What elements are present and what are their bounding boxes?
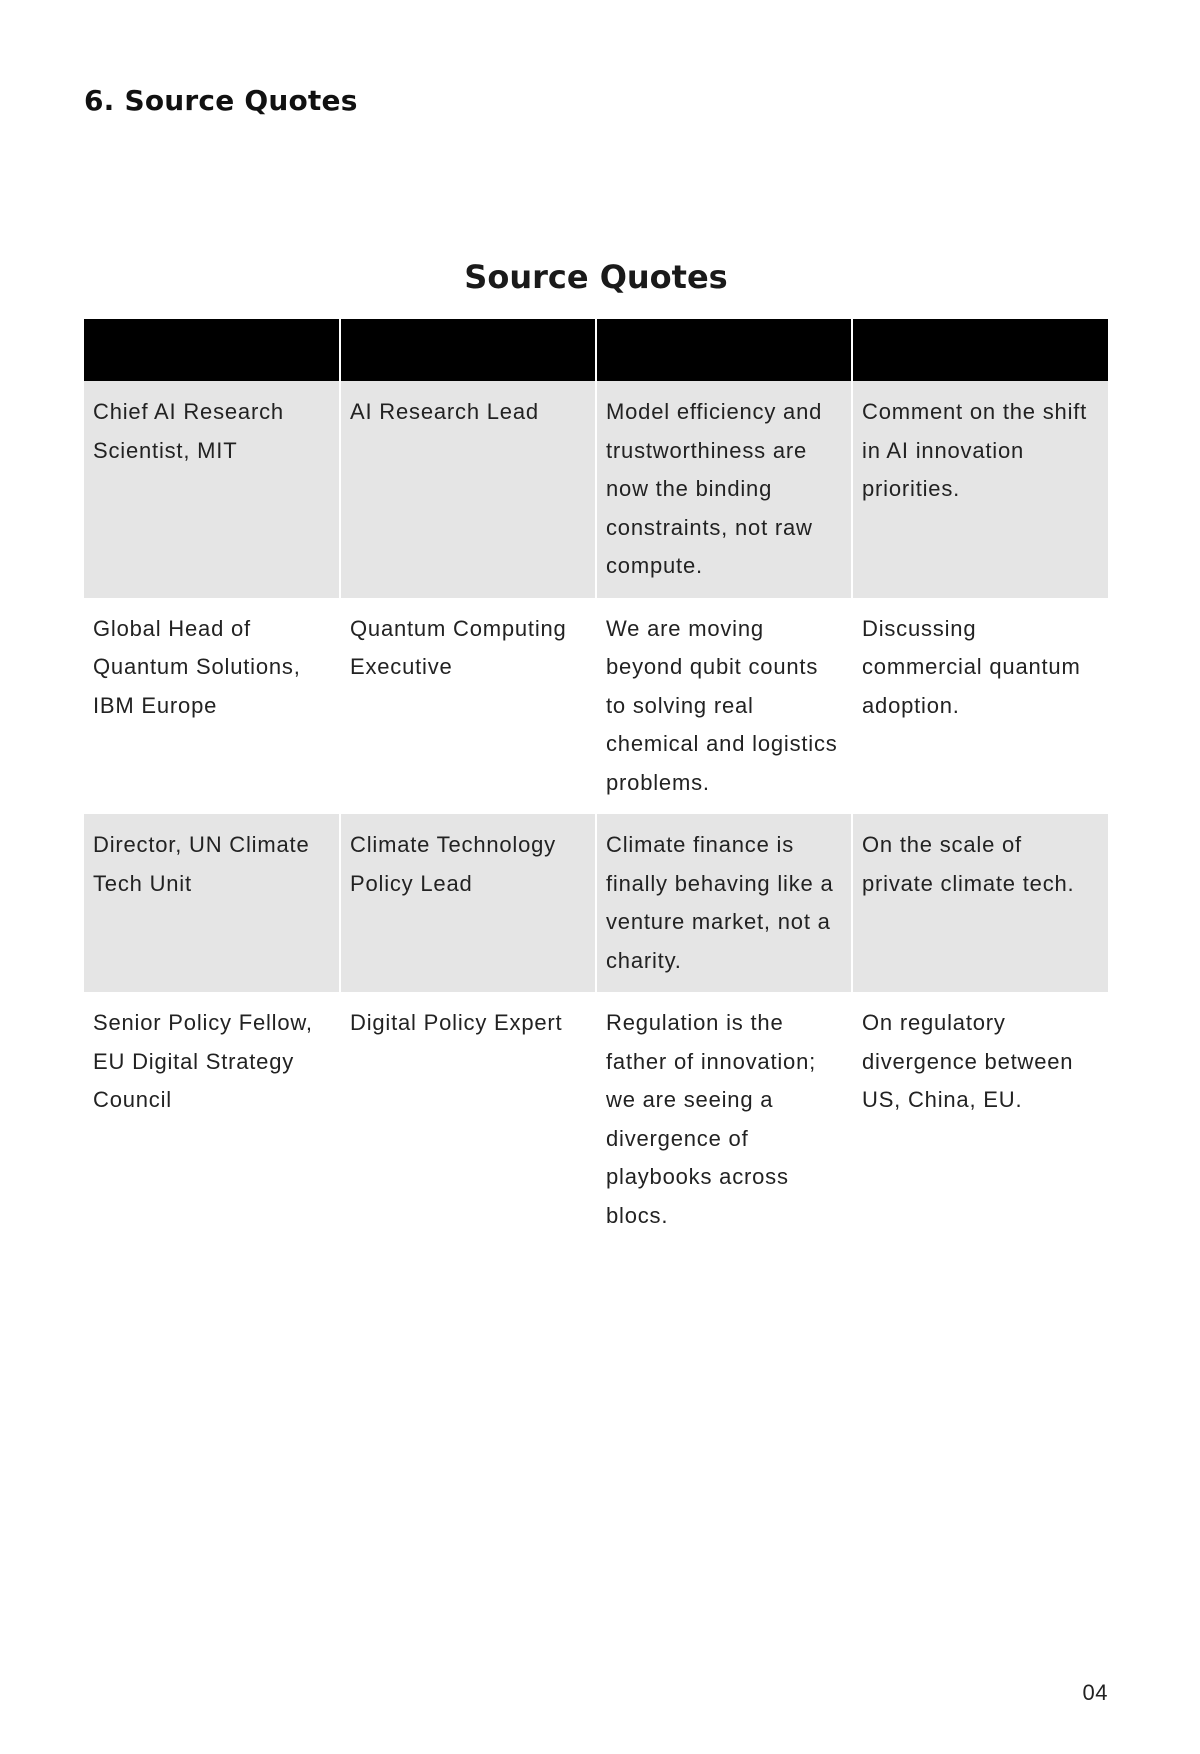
cell-context: Comment on the shift in AI innovation priorities.	[852, 381, 1108, 598]
table-header-row	[84, 319, 1108, 381]
cell-context: Discussing commercial quantum adoption.	[852, 598, 1108, 815]
cell-role: AI Research Lead	[340, 381, 596, 598]
cell-source: Director, UN Climate Tech Unit	[84, 814, 340, 992]
table-row	[84, 381, 1108, 598]
cell-role: Digital Policy Expert	[340, 992, 596, 1247]
section-heading: 6. Source Quotes	[84, 84, 358, 117]
header-cell-quote	[596, 319, 852, 381]
cell-quote: Regulation is the father of innovation; we are seeing a divergence of playbooks across blocs.	[596, 992, 852, 1247]
cell-quote: Climate finance is finally behaving like a venture market, not a charity.	[596, 814, 852, 992]
header-cell-source	[84, 319, 340, 381]
cell-source: Senior Policy Fellow, EU Digital Strategy Council	[84, 992, 340, 1247]
cell-context: On regulatory divergence between US, China, EU.	[852, 992, 1108, 1247]
cell-context: On the scale of private climate tech.	[852, 814, 1108, 992]
cell-source: Chief AI Research Scientist, MIT	[84, 381, 340, 598]
source-quotes-table	[84, 319, 1108, 1247]
cell-source: Global Head of Quantum Solutions, IBM Europe	[84, 598, 340, 815]
table-row	[84, 814, 1108, 992]
table-row	[84, 598, 1108, 815]
cell-role: Quantum Computing Executive	[340, 598, 596, 815]
page-number: 04	[1082, 1680, 1108, 1705]
cell-quote: Model efficiency and trustworthiness are now the binding constraints, not raw compute.	[596, 381, 852, 598]
cell-role: Climate Technology Policy Lead	[340, 814, 596, 992]
cell-quote: We are moving beyond qubit counts to solving real chemical and logistics problems.	[596, 598, 852, 815]
header-cell-context	[852, 319, 1108, 381]
table-title: Source Quotes	[464, 258, 728, 296]
table-row	[84, 992, 1108, 1247]
header-cell-role	[340, 319, 596, 381]
